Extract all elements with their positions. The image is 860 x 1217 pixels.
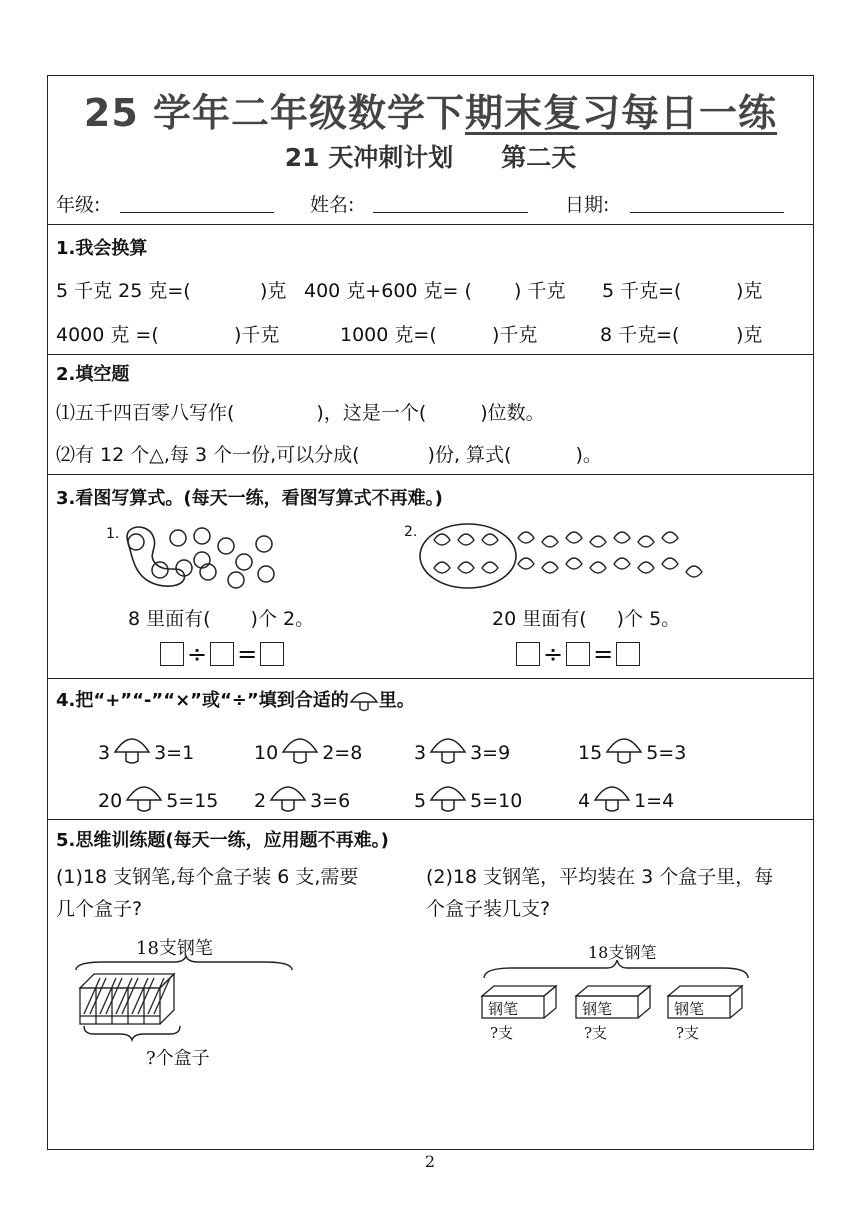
figure-2-number: 2.	[404, 524, 418, 540]
s1-item: 1000 克=(	[340, 324, 437, 346]
pen-count-question: ?支	[490, 1024, 514, 1042]
section-5-heading: 5.思维训练题(每天一练，应用题不再难。)	[56, 830, 389, 851]
fig2-top-label: 18支钢笔	[588, 943, 657, 962]
operand-b: 5=10	[470, 790, 523, 812]
s3-equation-2: ÷ =	[516, 640, 640, 668]
operand-b: 2=8	[322, 742, 363, 764]
worksheet-title: 25 学年二年级数学下期末复习每日一练	[83, 91, 778, 135]
operand-b: 3=6	[310, 790, 351, 812]
operand-b: 1=4	[634, 790, 675, 812]
s1-item: )千克	[492, 324, 538, 346]
s5-problem-1-line-1: (1)18 支钢笔,每个盒子装 6 支,需要	[56, 866, 359, 888]
answer-box[interactable]	[616, 642, 640, 666]
operator-item	[578, 782, 674, 812]
operator-item	[98, 734, 194, 764]
answer-box[interactable]	[160, 642, 184, 666]
answer-box[interactable]	[516, 642, 540, 666]
s3-equation-1: ÷ =	[160, 640, 284, 668]
mushroom-operator-slot[interactable]	[280, 734, 320, 764]
pen-box-label: 钢笔	[582, 1000, 613, 1018]
mushroom-operator-slot[interactable]	[592, 782, 632, 812]
s1-item: ) 千克	[514, 280, 566, 302]
mushroom-operator-slot[interactable]	[124, 782, 164, 812]
operator-item	[254, 782, 350, 812]
brace-icon	[482, 960, 752, 980]
pen-count-question: ?支	[676, 1024, 700, 1042]
pen-box-label: 钢笔	[488, 1000, 519, 1018]
operand-a: 3	[414, 742, 427, 764]
section-3-heading: 3.看图写算式。(每天一练，看图写算式不再难。)	[56, 488, 443, 509]
operator-item	[254, 734, 362, 764]
operator-item	[414, 782, 522, 812]
operand-b: 3=1	[154, 742, 195, 764]
operand-a: 3	[98, 742, 111, 764]
page-number: 2	[424, 1152, 436, 1171]
s1-item: 400 克+600 克= (	[304, 280, 472, 302]
operand-a: 4	[578, 790, 591, 812]
operand-b: 5=3	[646, 742, 687, 764]
peach-icon	[434, 532, 702, 577]
mushroom-icon	[349, 690, 379, 712]
s5-problem-2-line-1: (2)18 支钢笔，平均装在 3 个盒子里，每	[426, 866, 774, 888]
operand-a: 10	[254, 742, 279, 764]
worksheet-subtitle: 21 天冲刺计划 第二天	[284, 143, 577, 172]
peaches-figure	[420, 520, 710, 590]
operand-a: 15	[578, 742, 603, 764]
name-label: 姓名:	[310, 194, 355, 216]
date-label: 日期:	[565, 194, 610, 216]
apples-figure	[120, 520, 290, 590]
section-1-heading: 1.我会换算	[56, 238, 148, 259]
mushroom-operator-slot[interactable]	[428, 782, 468, 812]
pen-box-figure	[74, 960, 294, 1040]
operand-a: 20	[98, 790, 123, 812]
date-field[interactable]	[630, 212, 784, 213]
s5-problem-2-line-2: 个盒子装几支?	[426, 898, 551, 920]
operator-item	[414, 734, 510, 764]
s2-question-1: ⑴五千四百零八写作( )，这是一个( )位数。	[56, 402, 545, 424]
operand-b: 3=9	[470, 742, 511, 764]
fig1-bottom-label: ?个盒子	[146, 1048, 210, 1069]
name-field[interactable]	[373, 212, 528, 213]
grade-field[interactable]	[120, 212, 274, 213]
s3-question-1: 8 里面有( )个 2。	[128, 608, 315, 630]
mushroom-operator-slot[interactable]	[604, 734, 644, 764]
operand-b: 5=15	[166, 790, 219, 812]
section-4-heading: 4.把“+”“-”“×”或“÷”填到合适的 里。	[56, 690, 415, 711]
apple-icon	[128, 528, 274, 588]
mushroom-operator-slot[interactable]	[428, 734, 468, 764]
pen-count-question: ?支	[584, 1024, 608, 1042]
s5-problem-1-line-2: 几个盒子?	[56, 898, 143, 920]
answer-box[interactable]	[566, 642, 590, 666]
s1-item: )克	[736, 280, 763, 302]
s1-item: )克	[260, 280, 287, 302]
section-2-heading: 2.填空题	[56, 364, 130, 385]
operand-a: 2	[254, 790, 267, 812]
answer-box[interactable]	[210, 642, 234, 666]
mushroom-operator-slot[interactable]	[112, 734, 152, 764]
mushroom-operator-slot[interactable]	[268, 782, 308, 812]
s2-question-2: ⑵有 12 个△,每 3 个一份,可以分成( )份, 算式( )。	[56, 444, 602, 466]
s1-item: 5 千克=(	[602, 280, 682, 302]
figure-1-number: 1.	[106, 526, 120, 542]
fig1-top-label: 18支钢笔	[136, 938, 213, 959]
operand-a: 5	[414, 790, 427, 812]
s1-item: 4000 克 =(	[56, 324, 159, 346]
s3-question-2: 20 里面有( )个 5。	[492, 608, 681, 630]
s1-item: 5 千克 25 克=(	[56, 280, 191, 302]
pen-box-label: 钢笔	[674, 1000, 705, 1018]
worksheet-frame	[47, 75, 814, 1150]
s1-item: 8 千克=(	[600, 324, 680, 346]
pen-bundle-icon	[80, 974, 174, 1024]
s1-item: )克	[736, 324, 763, 346]
answer-box[interactable]	[260, 642, 284, 666]
s1-item: )千克	[234, 324, 280, 346]
operator-item	[578, 734, 686, 764]
grade-label: 年级:	[56, 194, 101, 216]
operator-item	[98, 782, 218, 812]
